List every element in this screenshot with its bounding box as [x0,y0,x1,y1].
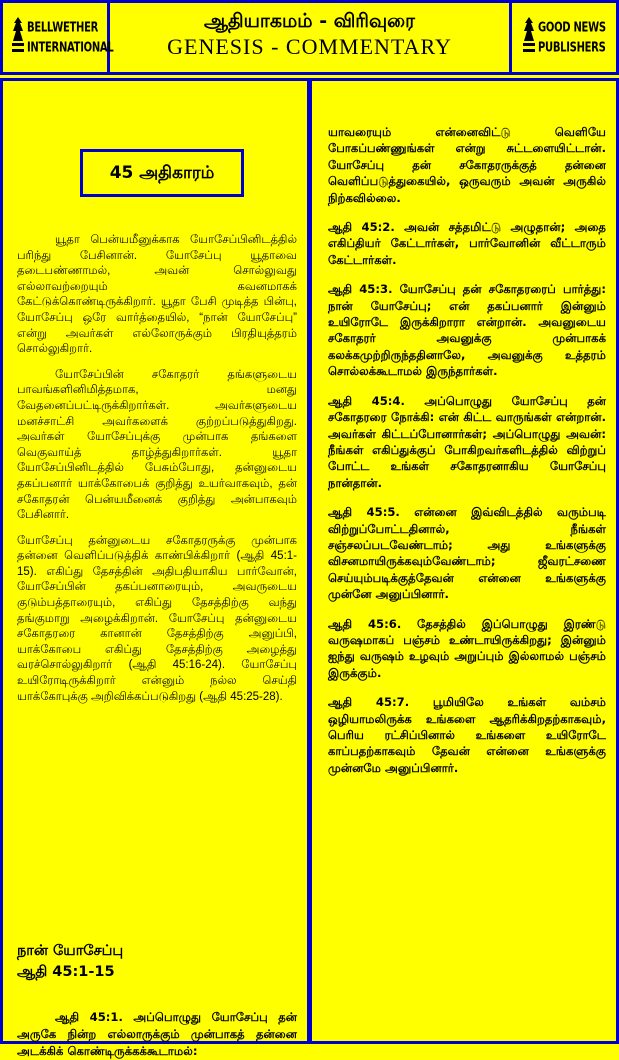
bellwether-line1: BELLWETHER [27,21,99,36]
verse-paragraph: ஆதி 45:2. அவன் சத்தமிட்டு அழுதான்; அதை எகிப்தியர் கேட்டார்கள், பார்வோனின் வீட்டாரும் கேட்டார்கள். [328,220,606,267]
title-tamil: ஆதியாகமம் - விரிவுரை [204,10,415,32]
section-heading-title: நான் யோசேப்பு [17,943,124,959]
verse-paragraph: ஆதி 45:7. பூமியிலே உங்கள் வம்சம் ஒழியாமலிருக்க உங்களை ஆதரிக்கிறதற்காகவும், பெரிய ரட்சிப்பினால் உங்களை உயிரோடே காப்பதற்காகவும் தேவன் என்னை உங்களுக்கு முன்னமே அனுப்பினார். [328,695,606,775]
bellwether-logo-panel [3,3,114,72]
good-news-line1: GOOD NEWS [538,21,606,36]
good-news-emblem-icon [522,15,536,55]
header-title-block [110,3,509,72]
right-column [309,78,619,1044]
good-news-logo-panel [509,3,616,72]
title-english: GENESIS - COMMENTARY [167,34,452,59]
verse-paragraph: ஆதி 45:5. என்னை இவ்விடத்தில் வரும்படி விற்றுப்போட்டதினால், நீங்கள் சஞ்சலப்படவேண்டாம்; அது உங்களுக்கு விசனமாயிருக்கவும்வேண்டாம்; ஜீவரட்சணை செய்யும்படிக்குத்தேவன் என்னை உங்களுக்கு முன்னே அனுப்பினார். [328,505,606,602]
commentary-paragraph: யோசேப்பின் சகோதரர் தங்களுடைய பாவங்களினிமித்தமாக, மனது வேதனைப்பட்டிருக்கிறார்கள். அவர்களுடைய மனச்சாட்சி அவர்களைக் குற்றப்படுத்துகிறது. அவர்கள் யோசேப்புக்கு முன்பாக தங்களை வெகுவாய்த் தாழ்த்துகிறார்கள். யூதா யோசேப்பினிடத்தில் பேசும்போது, தன்னுடைய தகப்பனார் யாக்கோபைக் குறித்து உயர்வாகவும், தன் சகோதரன் பென்யமீனைக் குறித்து அன்பாகவும் பேசினார். [17,368,297,522]
header [0,0,619,75]
left-commentary-text [17,233,297,715]
sheep-emblem-icon [11,15,25,55]
verse-45-1: ஆதி 45:1. அப்பொழுது யோசேப்பு தன் அருகே நின்ற எல்லாருக்கும் முன்பாகத் தன்னை அடக்கிக் கொண்டிருக்கக்கூடாமல்: [17,1010,297,1058]
commentary-paragraph: யூதா பென்யமீனுக்காக யோசேப்பினிடத்தில் பரிந்து பேசினான். யோசேப்பு யூதாவை தடைபண்ணாமல், அவன் சொல்லுவது எல்லாவற்றையும் கவனமாகக் கேட்டுக்கொண்டிருக்கிறார். யூதா பேசி முடித்த பின்பு, யோசேப்பு ஒரே வார்த்தையில், “நான் யோசேப்பு” என்று அவர்கள் எல்லோருக்கும் பிரதியுத்தரம் சொல்லுகிறார். [17,234,297,356]
left-column [0,78,310,1058]
chapter-title: 45 அதிகாரம் [109,163,215,183]
commentary-paragraph: யோசேப்பு தன்னுடைய சகோதரருக்கு முன்பாக தன்னை வெளிப்படுத்திக் காண்பிக்கிறார் (ஆதி 45:1-15). எகிப்து தேசத்தின் அதிபதியாகிய பார்வோன், யோசேப்பின் தகப்பனாரையும், அவருடைய குடும்பத்தாரையும், எகிப்து தேசத்திற்கு வந்து தங்குமாறு அழைக்கிறான். யோசேப்பு தன்னுடைய சகோதரரை கானான் தேசத்திற்கு அனுப்பி, யாக்கோபை எகிப்து தேசத்திற்கு அழைத்து வரச்சொல்லுகிறார் (ஆதி 45:16-24). யோசேப்பு உயிரோடிருக்கிறார் என்னும் நல்ல செய்தி யாக்கோபுக்கு அறிவிக்கப்படுகிறது (ஆதி 45:25-28). [17,534,297,703]
verse-paragraph: ஆதி 45:6. தேசத்தில் இப்பொழுது இரண்டு வருஷமாகப் பஞ்சம் உண்டாயிருக்கிறது; இன்னும் ஐந்து வருஷம் உழவும் அறுப்பும் இல்லாமல் பஞ்சம் இருக்கும். [328,616,606,680]
bellwether-logo [9,11,114,63]
good-news-line2: PUBLISHERS [538,41,606,56]
section-heading-reference: ஆதி 45:1-15 [17,964,115,980]
section-heading [17,941,297,983]
verse-paragraph: யாவரையும் என்னைவிட்டு வெளியே போகப்பண்ணுங்கள் என்று சுட்டளையிட்டான். யோசேப்பு தன் சகோதரருக்குத் தன்னை வெளிப்படுத்துகையில், ஒருவரும் அவன் அருகில் நிற்கவில்லை. [328,125,606,205]
bellwether-line2: INTERNATIONAL [27,41,114,56]
verse-paragraph: ஆதி 45:3. யோசேப்பு தன் சகோதரரைப் பார்த்து: நான் யோசேப்பு; என் தகப்பனார் இன்னும் உயிரோடே இருக்கிறாரா என்றான். அவனுடைய சகோதரர் அவனுக்கு முன்பாகக் கலக்கமுற்றிருந்ததினாலே, அவனுக்கு உத்தரம் சொல்லக்கூடாமல் இருந்தார்கள். [328,282,606,379]
verse-paragraph: ஆதி 45:4. அப்பொழுது யோசேப்பு தன் சகோதரரை நோக்கி: என் கிட்ட வாருங்கள் என்றான். அவர்கள் கிட்டப்போனார்கள்; அப்பொழுது அவன்: நீங்கள் எகிப்துக்குப் போகிறவர்களிடத்தில் விற்றுப் போட்ட உங்கள் சகோதரனாகிய யோசேப்பு நான்தான். [328,393,606,490]
right-verse-text [328,124,606,789]
good-news-logo [520,11,612,63]
chapter-title-box [80,149,244,197]
verse-text [17,1009,297,1060]
